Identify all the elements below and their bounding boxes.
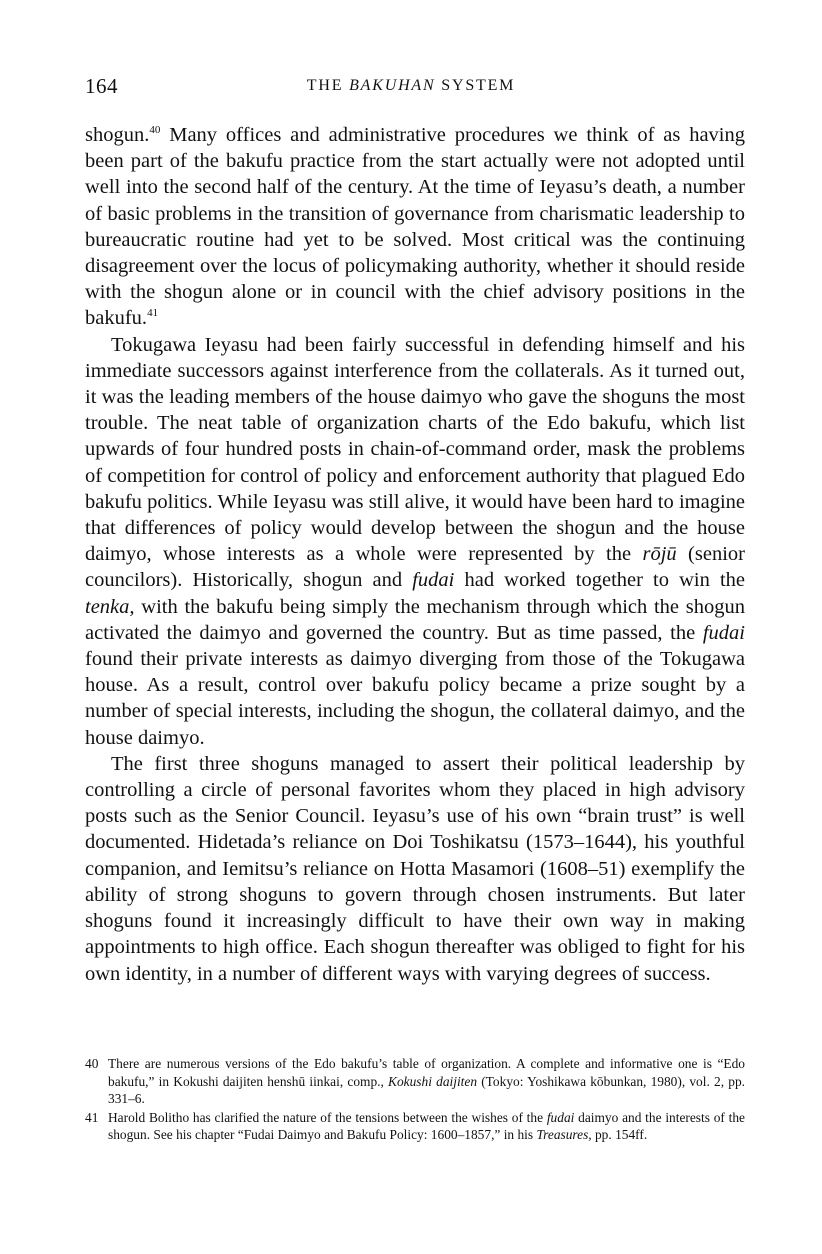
footnote-number: 41: [85, 1109, 99, 1125]
text-run: with the bakufu being simply the mechanism through which the shogun activated the daimyo and governed the country. But as time passed, the: [85, 595, 745, 644]
running-title: [85, 77, 737, 95]
paragraph-1: [85, 122, 745, 332]
text-run: The first three shoguns managed to assert their political leadership by controlling a circle of personal favorites whom they placed in high advisory posts such as the Senior Council. Ieyasu’s use of his own “brain trust” is well documented. Hidetada’s reliance on Doi Toshikatsu (1573–1644), his youthful companion, and Iemitsu’s reliance on Hotta Masamori (1608–51) exemplify the ability of strong shoguns to govern through chosen instruments. But later shoguns found it increasingly difficult to have their own way in making appointments to high office. Each shogun thereafter was obliged to fight for his own identity, in a number of different ways with varying degrees of success.: [85, 752, 745, 985]
paragraph-3: [85, 751, 745, 987]
italic-term: tenka,: [85, 595, 135, 618]
text-run: (senior councilors). Historically, shogun and: [85, 543, 745, 592]
text-run: Tokugawa Ieyasu had been fairly successful in defending himself and his immediate successors against interference from the collaterals. As it turned out, it was the leading members of the house daimyo who gave the shoguns the most trouble. The neat table of organization charts of the Edo bakufu, which list upwards of four hundred posts in chain-of-command order, mask the problems of competition for control of policy and enforcement authority that plagued Edo bakufu politics. While Ieyasu was still alive, it would have been hard to imagine that differences of policy would develop between the shogun and the house daimyo, whose interests as a whole were represented by the: [85, 333, 745, 566]
text-run: found their private interests as daimyo diverging from those of the Tokugawa house. As a result, control over bakufu policy became a prize sought by a number of special interests, including the shogun, the collateral daimyo, and the house daimyo.: [85, 648, 745, 749]
italic-title: Kokushi daijiten: [388, 1073, 478, 1089]
running-title-italic: BAKUHAN: [349, 77, 436, 94]
text-run: Harold Bolitho has clarified the nature of the tensions between the wishes of the: [108, 1109, 547, 1125]
text-run: There are numerous versions of the Edo bakufu’s table of organization. A complete and informative one is “Edo bakufu,” in Kokushi daijiten henshū iinkai, comp.,: [108, 1056, 745, 1089]
footnote-number: 40: [85, 1056, 99, 1071]
text-run: daimyo and the interests of the shogun. See his chapter “Fudai Daimyo and Bakufu Policy: 1600–1857,” in his: [108, 1109, 746, 1142]
running-title-prefix: THE: [306, 77, 350, 94]
footnote-ref-41: 41: [147, 307, 159, 320]
body-text: [85, 122, 745, 987]
text-run: (Tokyo: Yoshikawa kōbunkan, 1980), vol. 2, pp. 331–6.: [108, 1073, 745, 1106]
italic-term: fudai: [546, 1109, 575, 1125]
text-run: pp. 154ff.: [591, 1127, 648, 1142]
italic-title: Treasures,: [536, 1127, 592, 1142]
footnote-40: [85, 1055, 745, 1108]
footnote-ref-40: 40: [149, 124, 161, 136]
italic-term: fudai: [702, 621, 745, 644]
paragraph-2: [85, 332, 745, 751]
text-run: had worked together to win the: [454, 569, 746, 592]
running-head: [85, 74, 737, 100]
running-title-suffix: SYSTEM: [435, 77, 516, 94]
text-run: Many offices and administrative procedures we think of as having been part of the bakufu practice from the start actually were not adopted until well into the second half of the century. At the time of Ieyasu’s death, a number of basic problems in the transition of governance from charismatic leadership to bureaucratic routine had yet to be solved. Most critical was the continuing disagreement over the locus of policymaking authority, whether it should reside with the shogun alone or in council with the chief advisory positions in the bakufu.: [85, 124, 745, 330]
italic-term: fudai: [412, 569, 455, 592]
italic-term: rōjū: [642, 543, 677, 566]
footnotes: [85, 1055, 745, 1145]
text-run: shogun.: [85, 124, 150, 146]
page-number: 164: [85, 74, 118, 98]
footnote-41: [85, 1109, 745, 1144]
